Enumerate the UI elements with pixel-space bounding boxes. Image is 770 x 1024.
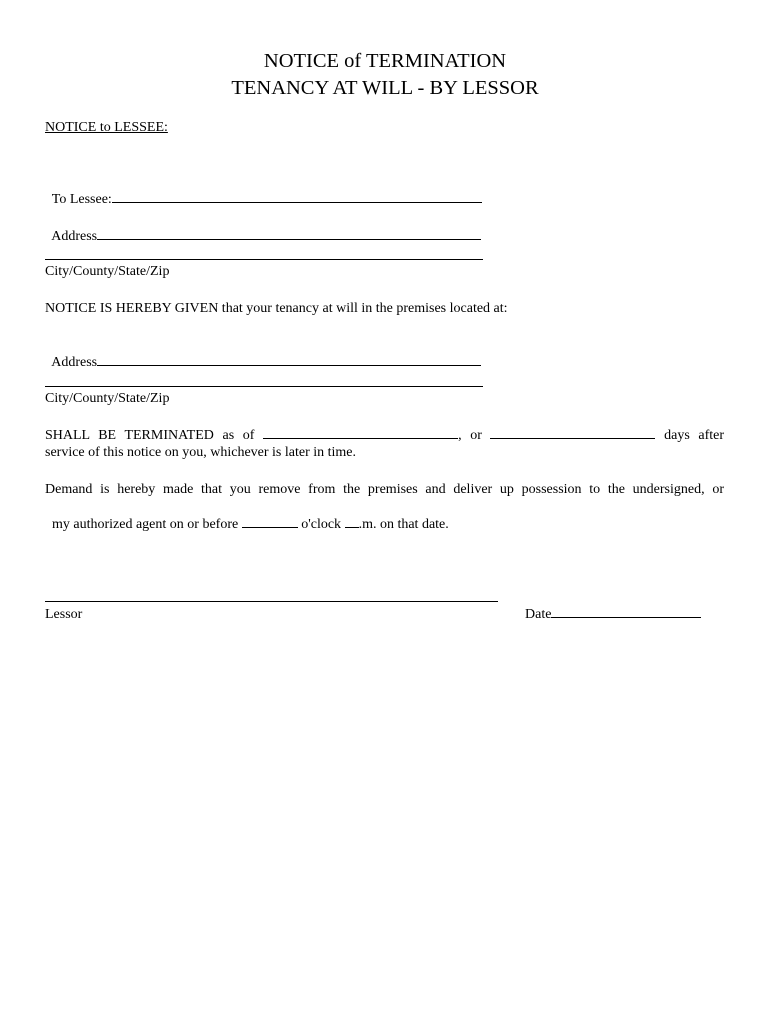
termination-date-field[interactable]	[263, 426, 458, 439]
demand-line-1: Demand is hereby made that you remove from the premises and deliver up possession to the undersigned, or	[45, 482, 724, 497]
terminated-text-1: SHALL BE TERMINATED as of	[45, 428, 255, 443]
lessor-signature-field[interactable]	[45, 601, 498, 602]
terminated-text-3: days after	[664, 428, 725, 443]
lessee-city-label: City/County/State/Zip	[45, 264, 170, 279]
terminated-line-1	[45, 426, 724, 444]
lessee-address-row	[45, 210, 481, 245]
lessee-address-label: Address	[51, 229, 98, 244]
document-title-line-2: TENANCY AT WILL - BY LESSOR	[231, 77, 539, 99]
date-row	[518, 588, 701, 623]
premises-city-field[interactable]	[45, 386, 483, 387]
document-title-line-1: NOTICE of TERMINATION	[263, 50, 507, 72]
lessor-label: Lessor	[45, 607, 83, 622]
am-pm-field[interactable]	[345, 515, 359, 528]
notice-to-lessee-heading: NOTICE to LESSEE:	[45, 120, 168, 135]
deadline-time-field[interactable]	[242, 515, 298, 528]
notice-given-text: NOTICE IS HEREBY GIVEN that your tenancy at will in the premises located at:	[45, 301, 508, 316]
demand-text-3: .m. on that date.	[358, 517, 449, 532]
to-lessee-row	[45, 173, 482, 208]
demand-line-2	[45, 498, 449, 533]
demand-text-2: o'clock	[301, 517, 342, 532]
lessee-address-field[interactable]	[97, 227, 481, 240]
premises-address-label: Address	[51, 355, 98, 370]
to-lessee-label: To Lessee:	[51, 192, 112, 207]
lessee-city-field[interactable]	[45, 259, 483, 260]
date-label: Date	[525, 607, 552, 622]
date-field[interactable]	[551, 605, 701, 618]
premises-city-label: City/County/State/Zip	[45, 391, 170, 406]
premises-address-row	[45, 336, 481, 371]
premises-address-field[interactable]	[97, 353, 481, 366]
demand-text-1: my authorized agent on or before	[52, 517, 239, 532]
days-after-field[interactable]	[490, 426, 655, 439]
to-lessee-field[interactable]	[112, 190, 482, 203]
terminated-text-2: , or	[458, 428, 482, 443]
terminated-line-2: service of this notice on you, whichever is later in time.	[45, 445, 357, 460]
